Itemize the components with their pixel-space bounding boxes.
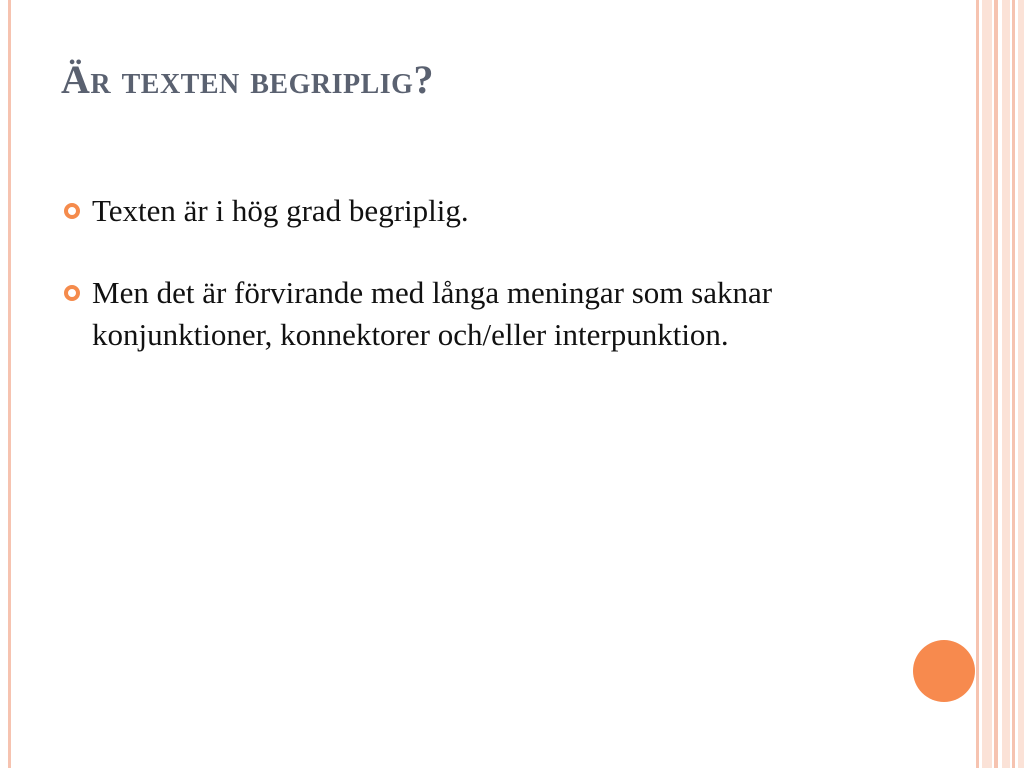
decor-stripe	[994, 0, 998, 768]
bullet-item	[62, 272, 882, 356]
bullet-list	[62, 190, 882, 356]
bullet-text: Men det är förvirande med långa meningar som saknar konjunktioner, konnektorer och/eller interpunktion.	[92, 275, 773, 352]
bullet-ring-icon	[64, 203, 80, 219]
orange-circle-decoration	[913, 640, 975, 702]
decor-stripe	[982, 0, 992, 768]
left-border-decoration	[8, 0, 11, 768]
decor-stripe	[1012, 0, 1015, 768]
bullet-ring-icon	[64, 285, 80, 301]
slide-title: Är texten begriplig?	[61, 57, 434, 102]
bullet-text: Texten är i hög grad begriplig.	[92, 193, 469, 228]
right-stripe-decoration	[976, 0, 1024, 768]
decor-stripe	[1002, 0, 1010, 768]
decor-stripe	[1018, 0, 1024, 768]
decor-stripe	[976, 0, 979, 768]
bullet-item	[62, 190, 882, 232]
